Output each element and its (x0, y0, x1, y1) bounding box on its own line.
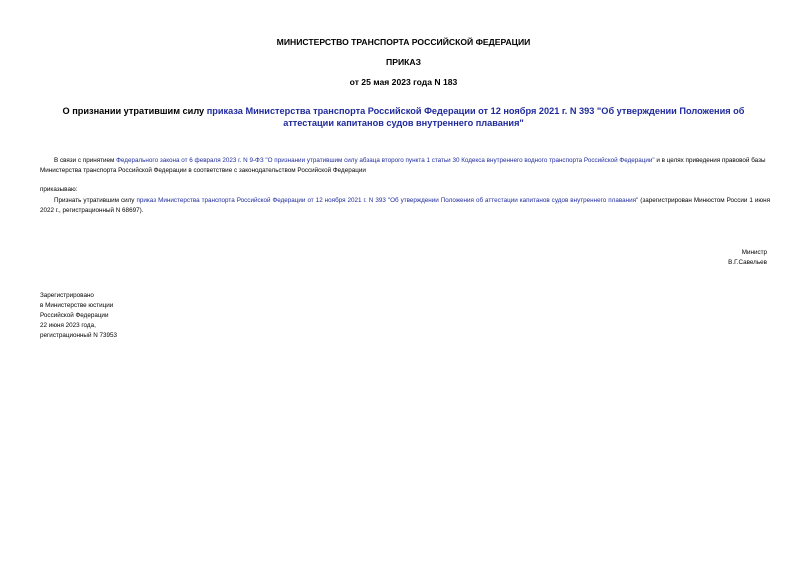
ministry-heading: МИНИСТЕРСТВО ТРАНСПОРТА РОССИЙСКОЙ ФЕДЕРАЦИИ (276, 37, 531, 47)
document-title (40, 105, 767, 129)
p3-suffix: (зарегистрирован Минюстом России 1 июня 2022 г., регистрационный N 68697). (40, 197, 770, 214)
repealed-order-link[interactable]: приказ Министерства транспорта Российской Федерации от 12 ноября 2021 г. N 393 "Об утверждении Положения об аттестации капитанов судов внутреннего плавания" (136, 197, 639, 204)
registration-line: в Министерстве юстиции (40, 302, 114, 309)
p1-suffix: и в целях приведения правовой базы Министерства транспорта Российской Федерации в соответствие с законодательством Российской Федерации (40, 157, 766, 174)
signature-block (728, 248, 767, 268)
signature-name: В.Г.Савельев (728, 259, 767, 266)
title-link[interactable]: приказа Министерства транспорта Российской Федерации от 12 ноября 2021 г. N 393 "Об утверждении Положения об аттестации капитанов судов внутреннего плавания" (206, 106, 745, 128)
registration-line: Российской Федерации (40, 312, 109, 319)
signature-role: Министр (741, 249, 767, 256)
p3-prefix: Признать утратившим силу (54, 197, 137, 204)
title-prefix: О признании утратившим силу (62, 106, 207, 116)
paragraph-order-word: приказываю: (40, 186, 78, 193)
order-date: от 25 мая 2023 года N 183 (349, 77, 458, 87)
order-heading: ПРИКАЗ (386, 57, 421, 67)
p1-prefix: В связи с принятием (54, 157, 117, 164)
federal-law-link[interactable]: Федерального закона от 6 февраля 2023 г. N 9-ФЗ "О признании утратившим силу абзаца второго пункта 1 статьи 30 Кодекса внутреннего водного транспорта Российской Федерации" (116, 157, 655, 164)
paragraph-decision (40, 196, 770, 216)
registration-line: регистрационный N 73953 (40, 332, 118, 339)
paragraph-grounds (40, 156, 770, 176)
registration-block (40, 291, 117, 341)
registration-line: Зарегистрировано (40, 292, 94, 299)
registration-line: 22 июня 2023 года, (40, 322, 96, 329)
